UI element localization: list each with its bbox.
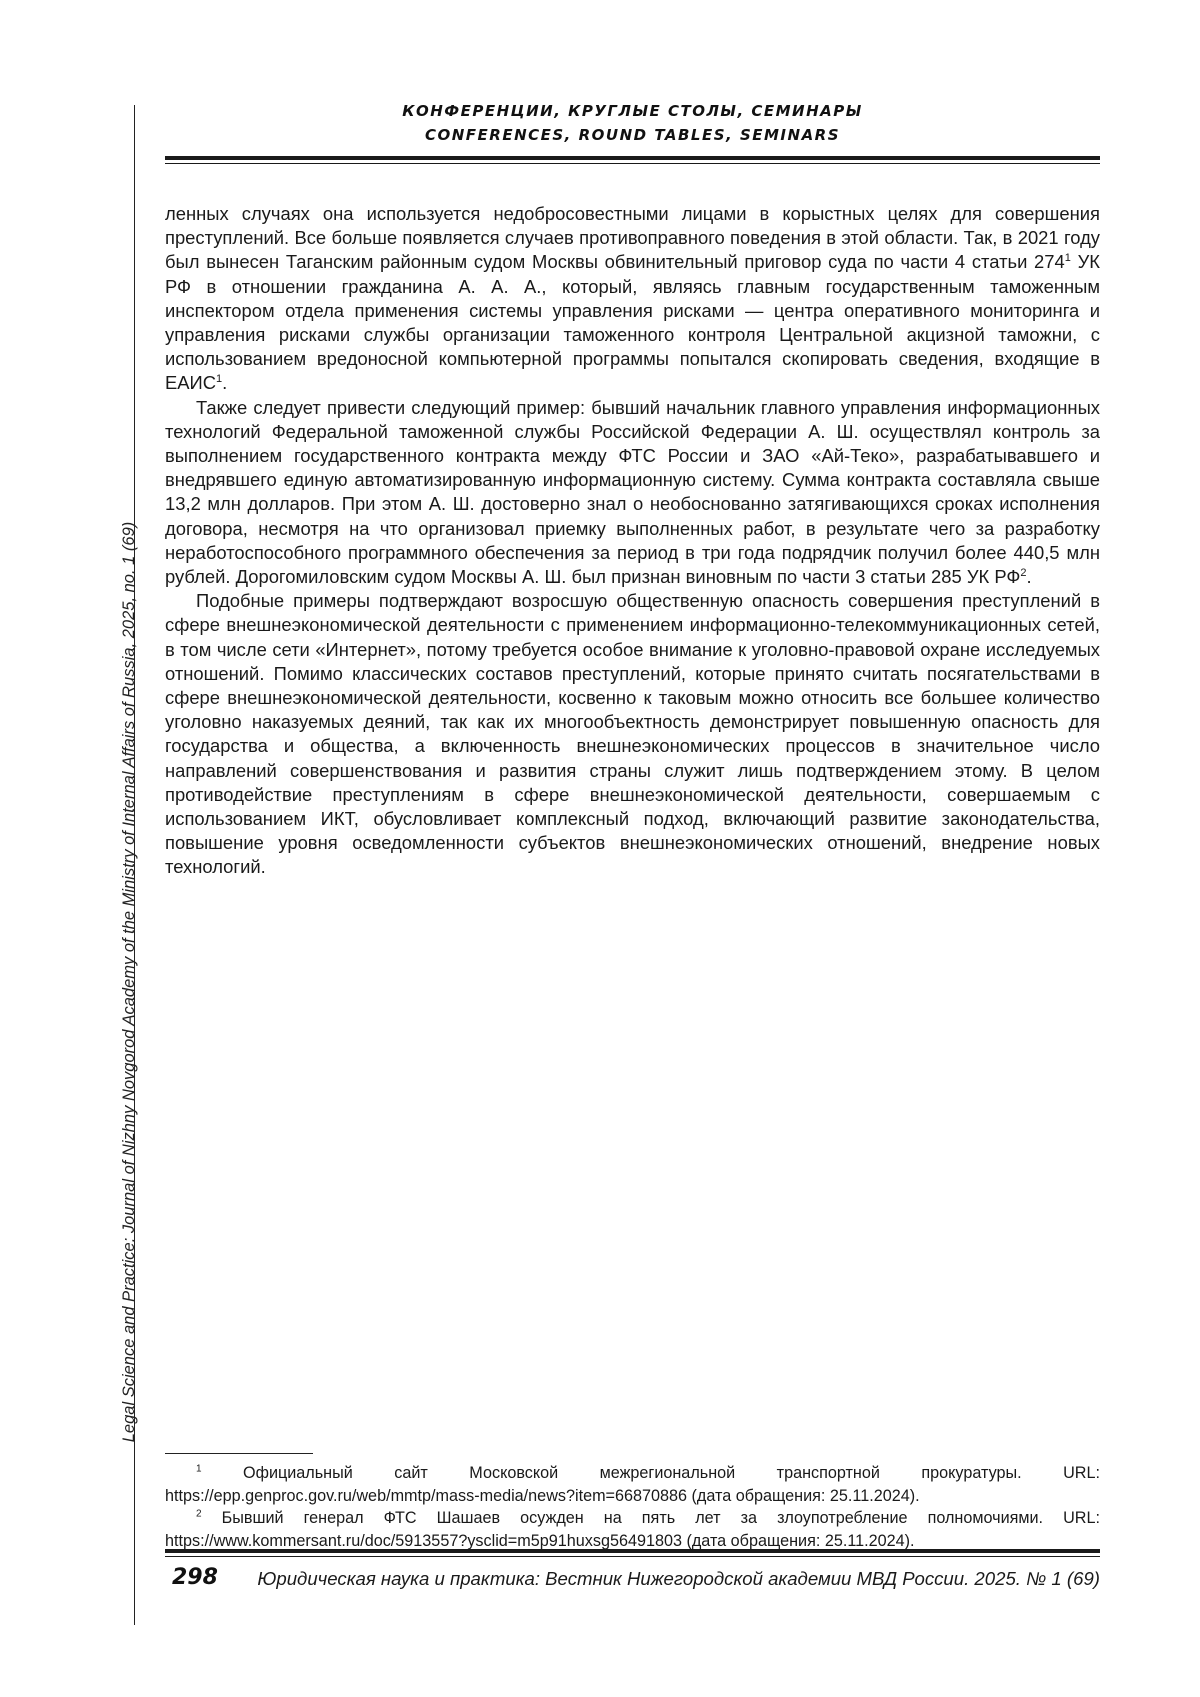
footnotes	[165, 1462, 1100, 1552]
footnote-1-number: 1	[196, 1463, 202, 1475]
section-title-en: CONFERENCES, ROUND TABLES, SEMINARS	[424, 126, 841, 144]
paragraph-1-text-a: ленных случаях она используется недобросовестными лицами в корыстных целях для совершения преступлений. Все больше появляется случаев противоправного поведения в этой области. Так, в 2021 году был вынесен Таганским районным судом Москвы обвинительный приговор суда по части 4 статьи 274	[165, 203, 1100, 273]
header-rule-thin	[165, 163, 1100, 164]
paragraph-3: Подобные примеры подтверждают возросшую общественную опасность совершения преступлений в сфере внешнеэкономической деятельности с применением информационно-телекоммуникационных сетей, в том числе сети «Интернет», потому требуется особое внимание к уголовно-правовой охране исследуемых отношений. Помимо классических составов преступлений, которые принято считать посягательствами в сфере внешнеэкономической деятельности, косвенно к таковым можно относить все большее количество уголовно наказуемых деяний, так как их многообъектность демонстрирует повышенную опасность для государства и общества, а включенность внешнеэкономических процессов в значительное число направлений совершенствования и развития страны служит лишь подтверждением этому. В целом противодействие преступлениям в сфере внешнеэкономической деятельности, совершаемым с использованием ИКТ, обусловливает комплексный подход, включающий развитие законодательства, повышение уровня осведомленности субъектов внешнеэкономических отношений, внедрение новых технологий.	[165, 590, 1100, 878]
running-footer	[165, 1562, 1100, 1596]
paragraph-2	[165, 396, 1100, 590]
footnote-separator	[165, 1453, 313, 1454]
footer-rule-thin	[165, 1556, 1100, 1557]
paragraph-2-text-b: .	[1026, 566, 1032, 588]
footnote-ref-1[interactable]: 1	[1064, 252, 1071, 265]
page-number: 298	[172, 1565, 218, 1590]
vertical-journal-title: Legal Science and Practice: Journal of Nizhny Novgorod Academy of the Ministry of Internal Affairs of Russia, 2025, no. 1 (69)	[120, 521, 138, 1443]
footnote-1	[165, 1462, 1100, 1507]
article-body	[165, 202, 1100, 880]
footnote-ref-1b[interactable]: 1	[216, 373, 223, 386]
section-title-ru: КОНФЕРЕНЦИИ, КРУГЛЫЕ СТОЛЫ, СЕМИНАРЫ	[402, 102, 863, 120]
footnote-2-text: Бывший генерал ФТС Шашаев осужден на пять лет за злоупотребление полномочиями. URL: https://www.kommersant.ru/doc/5913557?ysclid=m5p91huxsg56491803 (дата обращения: 25.11.2024).	[165, 1509, 1100, 1550]
footnote-2	[165, 1507, 1100, 1552]
paragraph-1-text-c: .	[222, 372, 228, 394]
footnote-2-number: 2	[196, 1508, 202, 1520]
footnote-ref-2[interactable]: 2	[1020, 566, 1027, 579]
journal-title-footer: Юридическая наука и практика: Вестник Нижегородской академии МВД России. 2025. № 1 (69)	[257, 1568, 1100, 1589]
footer-rule-thick	[165, 1549, 1100, 1553]
header-rule-thick	[165, 156, 1100, 160]
footnote-1-text: Официальный сайт Московской межрегиональной транспортной прокуратуры. URL: https://epp.genproc.gov.ru/web/mmtp/mass-media/news?item=66870886 (дата обращения: 25.11.2024).	[165, 1464, 1100, 1505]
running-header	[165, 99, 1100, 147]
paragraph-1-text-b: УК РФ в отношении гражданина А. А. А., который, являясь главным государственным таможенным инспектором отдела применения системы управления рисками — центра оперативного мониторинга и управления рисками службы организации таможенного контроля Центральной акцизной таможни, с использованием вредоносной компьютерной программы попытался скопировать сведения, входящие в ЕАИС	[165, 251, 1100, 394]
paragraph-1	[165, 202, 1100, 396]
paragraph-2-text-a: Также следует привести следующий пример: бывший начальник главного управления информационных технологий Федеральной таможенной службы Российской Федерации А. Ш. осуществлял контроль за выполнением государственного контракта между ФТС России и ЗАО «Ай-Теко», разрабатывавшего и внедрявшего единую автоматизированную информационную систему. Сумма контракта составляла свыше 13,2 млн долларов. При этом А. Ш. достоверно знал о необоснованно затягивающихся сроках исполнения договора, несмотря на что организовал приемку выполненных работ, в результате чего за разработку неработоспособного программного обеспечения за период в три года подрядчик получил более 440,5 млн рублей. Дорогомиловским судом Москвы А. Ш. был признан виновным по части 3 статьи 285 УК РФ	[165, 396, 1100, 588]
